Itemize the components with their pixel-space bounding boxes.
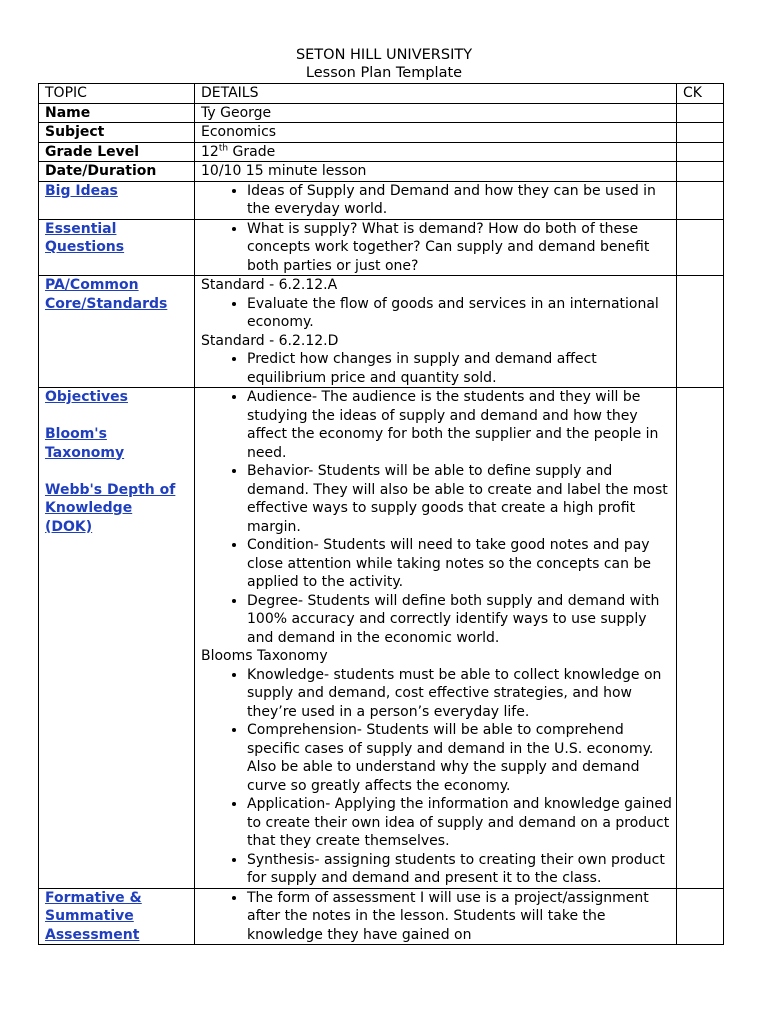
header-ck: CK <box>677 84 724 104</box>
ck-cell <box>677 103 724 123</box>
ck-cell <box>677 888 724 945</box>
list-item: • Synthesis- assigning students to creating their own product for supply and demand and present it to the class. <box>247 851 676 888</box>
row-subject <box>39 123 724 143</box>
blooms-heading: Blooms Taxonomy <box>201 648 328 664</box>
value-subject: Economics <box>195 123 677 143</box>
row-big-ideas <box>39 181 724 219</box>
list-item: • Audience- The audience is the students and they will be studying the ideas of supply and demand and how they affect the economy for both the supplier and the people in need. <box>247 388 676 462</box>
university-name: SETON HILL UNIVERSITY <box>295 47 473 63</box>
list-item: • What is supply? What is demand? How do both of these concepts work together? Can supply and demand benefit both parties or just one? <box>247 220 676 276</box>
ck-cell <box>677 388 724 889</box>
value-objectives <box>195 388 677 889</box>
list-item: • Condition- Students will need to take good notes and pay close attention while taking notes so the concepts can be applied to the activity. <box>247 536 676 592</box>
row-date-duration <box>39 162 724 182</box>
value-standards <box>195 276 677 388</box>
grade-number: 12 <box>201 143 219 160</box>
ck-cell <box>677 123 724 143</box>
link-objectives[interactable]: Objectives <box>45 389 128 405</box>
value-big-ideas <box>195 181 677 219</box>
link-standards[interactable]: PA/Common Core/Standards <box>45 277 168 312</box>
label-cell-assessment <box>39 888 195 945</box>
link-webbs-dok[interactable]: Webb's Depth of Knowledge (DOK) <box>45 481 176 535</box>
document-header <box>0 46 768 82</box>
row-assessment <box>39 888 724 945</box>
link-big-ideas[interactable]: Big Ideas <box>45 182 118 199</box>
ck-cell <box>677 142 724 162</box>
label-date-duration: Date/Duration <box>39 162 195 182</box>
table-header-row <box>39 84 724 104</box>
value-essential-questions <box>195 219 677 276</box>
list-item: • Application- Applying the information and knowledge gained to create their own idea of supply and demand on a product that they create themselves. <box>247 795 676 851</box>
ck-cell <box>677 219 724 276</box>
grade-word: Grade <box>228 143 276 160</box>
link-blooms-taxonomy[interactable]: Bloom's Taxonomy <box>45 426 125 461</box>
value-assessment <box>195 888 677 945</box>
list-item: • Evaluate the flow of goods and services in an international economy. <box>247 295 676 332</box>
ck-cell <box>677 276 724 388</box>
lesson-plan-table <box>38 83 724 945</box>
row-standards <box>39 276 724 388</box>
row-name <box>39 103 724 123</box>
link-assessment[interactable]: Formative & Summative Assessment <box>45 889 142 943</box>
row-essential-questions <box>39 219 724 276</box>
label-cell-essential-questions <box>39 219 195 276</box>
list-item: • Knowledge- students must be able to collect knowledge on supply and demand, cost effective strategies, and how they’re used in a person’s everyday life. <box>247 666 676 722</box>
list-item: • Predict how changes in supply and demand affect equilibrium price and quantity sold. <box>247 350 676 387</box>
value-date-duration: 10/10 15 minute lesson <box>195 162 677 182</box>
standard-a-heading: Standard - 6.2.12.A <box>201 277 338 293</box>
value-grade-level <box>195 142 677 162</box>
link-essential-questions[interactable]: Essential Questions <box>45 220 125 255</box>
ck-cell <box>677 181 724 219</box>
list-item: • Behavior- Students will be able to define supply and demand. They will also be able to create and label the most effective ways to supply goods that create a high profit margin. <box>247 462 676 536</box>
list-item: • Ideas of Supply and Demand and how they can be used in the everyday world. <box>247 182 676 219</box>
list-item: • Degree- Students will define both supply and demand with 100% accuracy and correctly identify ways to use supply and demand in the economic world. <box>247 592 676 648</box>
label-name: Name <box>39 103 195 123</box>
label-cell-objectives <box>39 388 195 889</box>
grade-suffix: th <box>218 142 229 153</box>
row-grade-level <box>39 142 724 162</box>
label-cell-big-ideas <box>39 181 195 219</box>
label-grade-level: Grade Level <box>39 142 195 162</box>
value-name: Ty George <box>195 103 677 123</box>
row-objectives <box>39 388 724 889</box>
document-title: Lesson Plan Template <box>305 65 463 81</box>
header-topic: TOPIC <box>39 84 195 104</box>
label-cell-standards <box>39 276 195 388</box>
list-item: • Comprehension- Students will be able to comprehend specific cases of supply and demand in the U.S. economy. Also be able to understand why the supply and demand curve so greatly affects the economy. <box>247 721 676 795</box>
ck-cell <box>677 162 724 182</box>
header-details: DETAILS <box>195 84 677 104</box>
label-subject: Subject <box>39 123 195 143</box>
list-item: • The form of assessment I will use is a project/assignment after the notes in the lesson. Students will take the knowledge they have gained on <box>247 889 676 945</box>
standard-d-heading: Standard - 6.2.12.D <box>201 332 339 349</box>
